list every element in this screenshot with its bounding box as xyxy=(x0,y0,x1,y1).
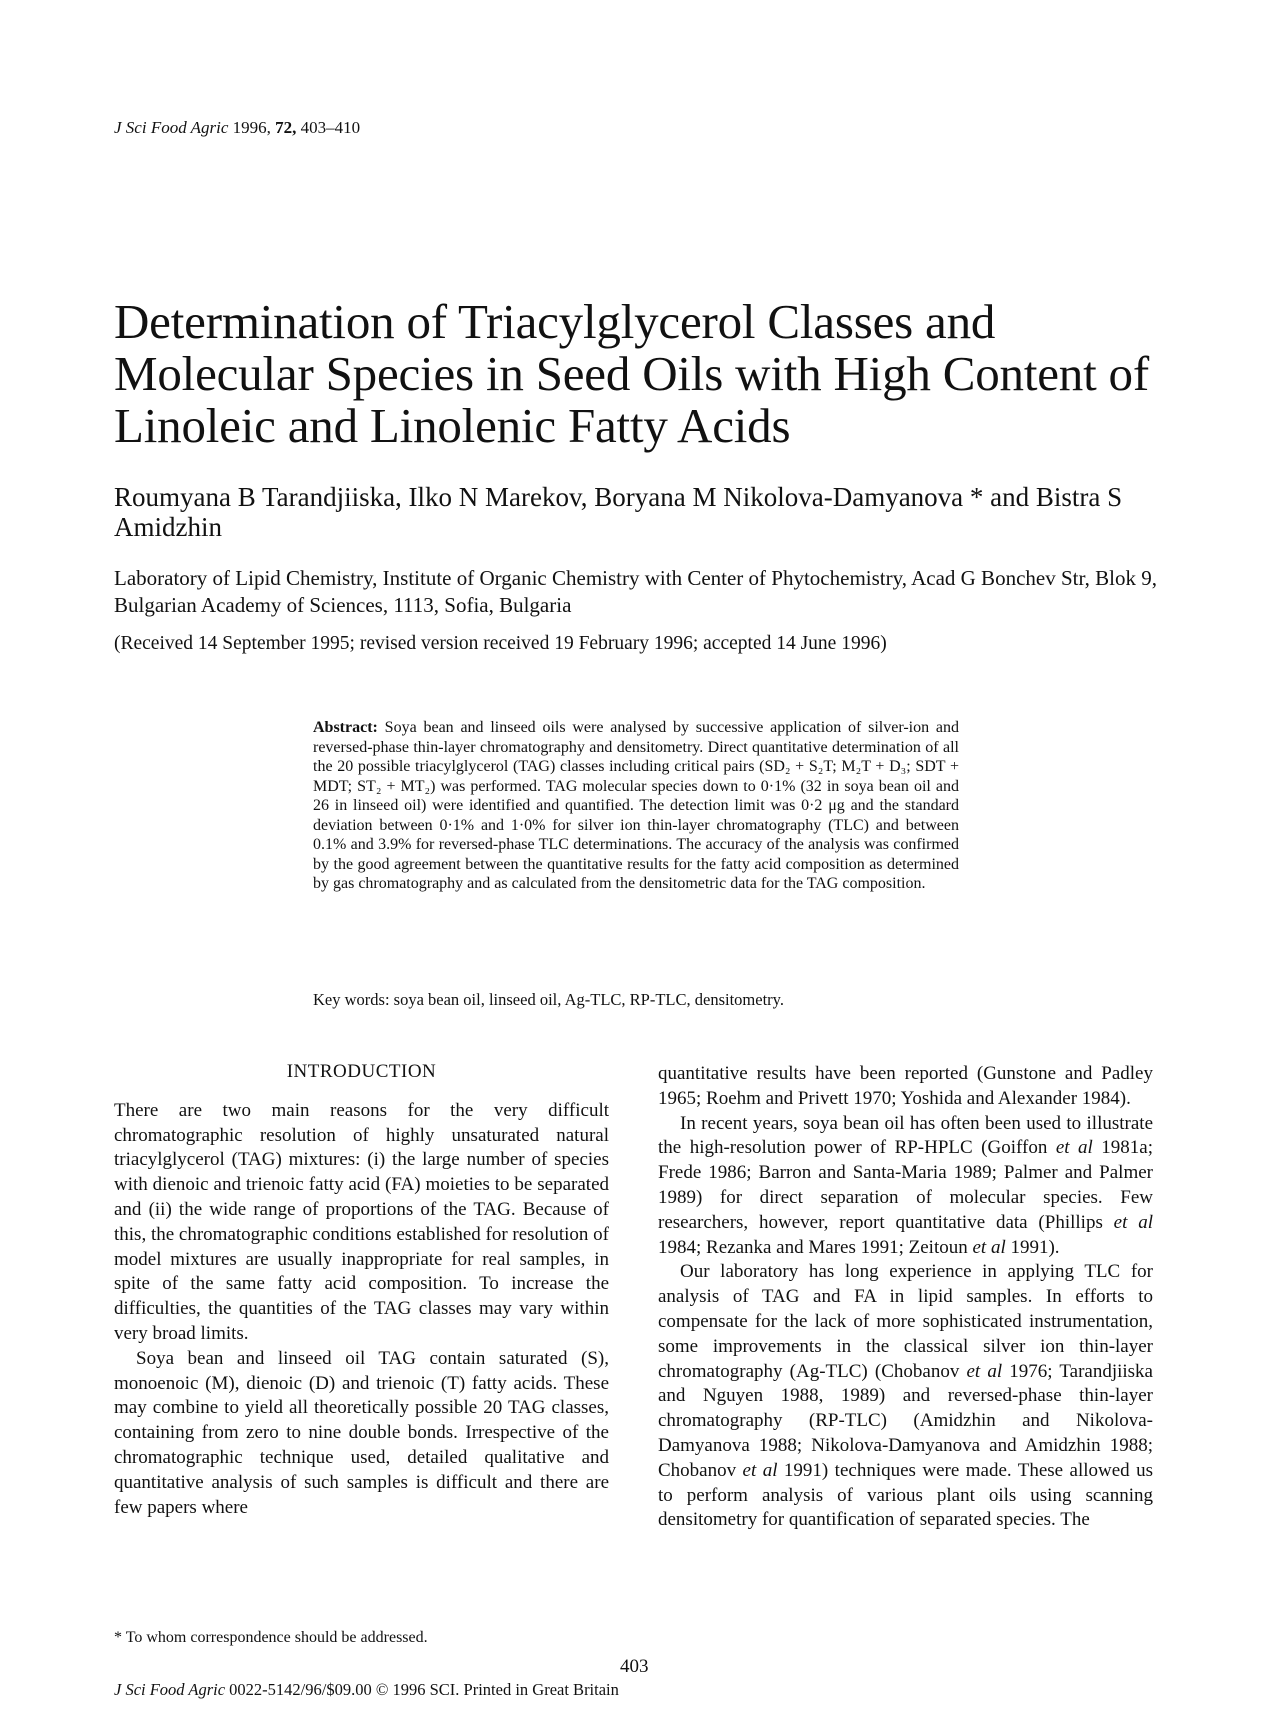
abstract xyxy=(313,718,959,894)
journal-footer xyxy=(114,1680,619,1700)
header-year: 1996, xyxy=(232,118,271,137)
p3-part-c: 1991) techniques were made. These allowed us to perform analysis of various plant oils using scanning densitometry for quantification of separated species. The xyxy=(658,1459,1153,1531)
p3-part-b: 1976; Tarandjiiska and Nguyen 1988, 1989) and reversed-phase thin-layer chromatography (RP-TLC) (Amidzhin and Nikolova-Damyanova 1988; Nikolova-Damyanova and Amidzhin 1988; Chobanov xyxy=(658,1360,1153,1481)
authors: Roumyana B Tarandjiiska, Ilko N Marekov, Boryana M Nikolova-Damyanova * and Bistra S Amidzhin xyxy=(114,482,1123,542)
p3-part-a: Our laboratory has long experience in applying TLC for analysis of TAG and FA in lipid samples. In efforts to compensate for the lack of more sophisticated instrumentation, some improvements in the classical silver ion thin-layer chromatography (Ag-TLC) (Chobanov xyxy=(658,1261,1153,1382)
right-column xyxy=(658,1062,1153,1533)
right-paragraph-2 xyxy=(658,1112,1153,1261)
right-paragraph-1: quantitative results have been reported (Gunstone and Padley 1965; Roehm and Privett 1970; Yoshida and Alexander 1984). xyxy=(658,1063,1153,1109)
p2-part-c: 1984; Rezanka and Mares 1991; Zeitoun xyxy=(658,1236,973,1258)
p2-part-b: 1981a; Frede 1986; Barron and Santa-Maria 1989; Palmer and Palmer 1989) for direct separation of molecular species. Few researchers, however, report quantitative data (Phillips xyxy=(658,1137,1153,1233)
et-al: et al xyxy=(1055,1137,1093,1159)
abstract-label: Abstract: xyxy=(313,719,378,736)
footer-journal: J Sci Food Agric xyxy=(114,1680,226,1699)
right-paragraph-3 xyxy=(658,1260,1153,1533)
page-number: 403 xyxy=(620,1656,649,1677)
section-heading-introduction: INTRODUCTION xyxy=(286,1061,437,1082)
journal-header xyxy=(114,118,360,138)
footnote: * To whom correspondence should be addressed. xyxy=(114,1629,428,1646)
left-column xyxy=(114,1060,609,1520)
received-dates: (Received 14 September 1995; revised version received 19 February 1996; accepted 14 June 1996) xyxy=(114,633,887,654)
footer-rest: 0022-5142/96/$09.00 © 1996 SCI. Printed in Great Britain xyxy=(225,1680,619,1699)
affiliation: Laboratory of Lipid Chemistry, Institute of Organic Chemistry with Center of Phytochemistry, Acad G Bonchev Str, Blok 9, Bulgarian Academy of Sciences, 1113, Sofia, Bulgaria xyxy=(114,566,1157,617)
header-journal: J Sci Food Agric xyxy=(114,118,229,137)
et-al: et al xyxy=(742,1459,778,1481)
et-al: et al xyxy=(972,1236,1006,1258)
intro-paragraph-1: There are two main reasons for the very difficult chromatographic resolution of highly unsaturated natural triacylglycerol (TAG) mixtures: (i) the large number of species with dienoic and trienoic fatty acid (FA) moieties to be separated and (ii) the wide range of proportions of the TAG. Because of this, the chromatographic conditions established for resolution of model mixtures are usually inappropriate for real samples, in spite of the same fatty acid composition. To increase the difficulties, the quantities of the TAG classes may vary within very broad limits. xyxy=(114,1099,609,1344)
abstract-text: Soya bean and linseed oils were analysed by successive application of silver-ion and reversed-phase thin-layer chromatography and densitometry. Direct quantitative determination of all the 20 possible triacylglycerol (TAG) classes including critical pairs (SD₂ + S₂T; M₂T + D₃; SDT + MDT; ST₂ + MT₂) was performed. TAG molecular species down to 0·1% (32 in soya bean oil and 26 in linseed oil) were identified and quantified. The detection limit was 0·2 μg and the standard deviation between 0·1% and 1·0% for silver ion thin-layer chromatography (TLC) and between 0.1% and 3.9% for reversed-phase TLC determinations. The accuracy of the analysis was confirmed by the good agreement between the quantitative results for the fatty acid composition as determined by gas chromatography and as calculated from the densitometric data for the TAG composition. xyxy=(313,719,959,892)
keywords: Key words: soya bean oil, linseed oil, Ag-TLC, RP-TLC, densitometry. xyxy=(313,990,784,1009)
header-volume: 72, xyxy=(275,118,297,137)
et-al: et al xyxy=(966,1360,1003,1382)
et-al: et al xyxy=(1113,1211,1153,1233)
intro-paragraph-2: Soya bean and linseed oil TAG contain saturated (S), monoenoic (M), dienoic (D) and trienoic (T) fatty acids. These may combine to yield all theoretically possible 20 TAG classes, containing from zero to nine double bonds. Irrespective of the chromatographic technique used, detailed qualitative and quantitative analysis of such samples is difficult and there are few papers where xyxy=(114,1347,609,1518)
p2-part-a: In recent years, soya bean oil has often been used to illustrate the high-resolution power of RP-HPLC (Goiffon xyxy=(658,1112,1153,1159)
p2-part-d: 1991). xyxy=(1005,1236,1060,1258)
header-pages: 403–410 xyxy=(300,118,361,137)
paper-title: Determination of Triacylglycerol Classes and Molecular Species in Seed Oils with High Content of Linoleic and Linolenic Fatty Acids xyxy=(114,294,1149,453)
